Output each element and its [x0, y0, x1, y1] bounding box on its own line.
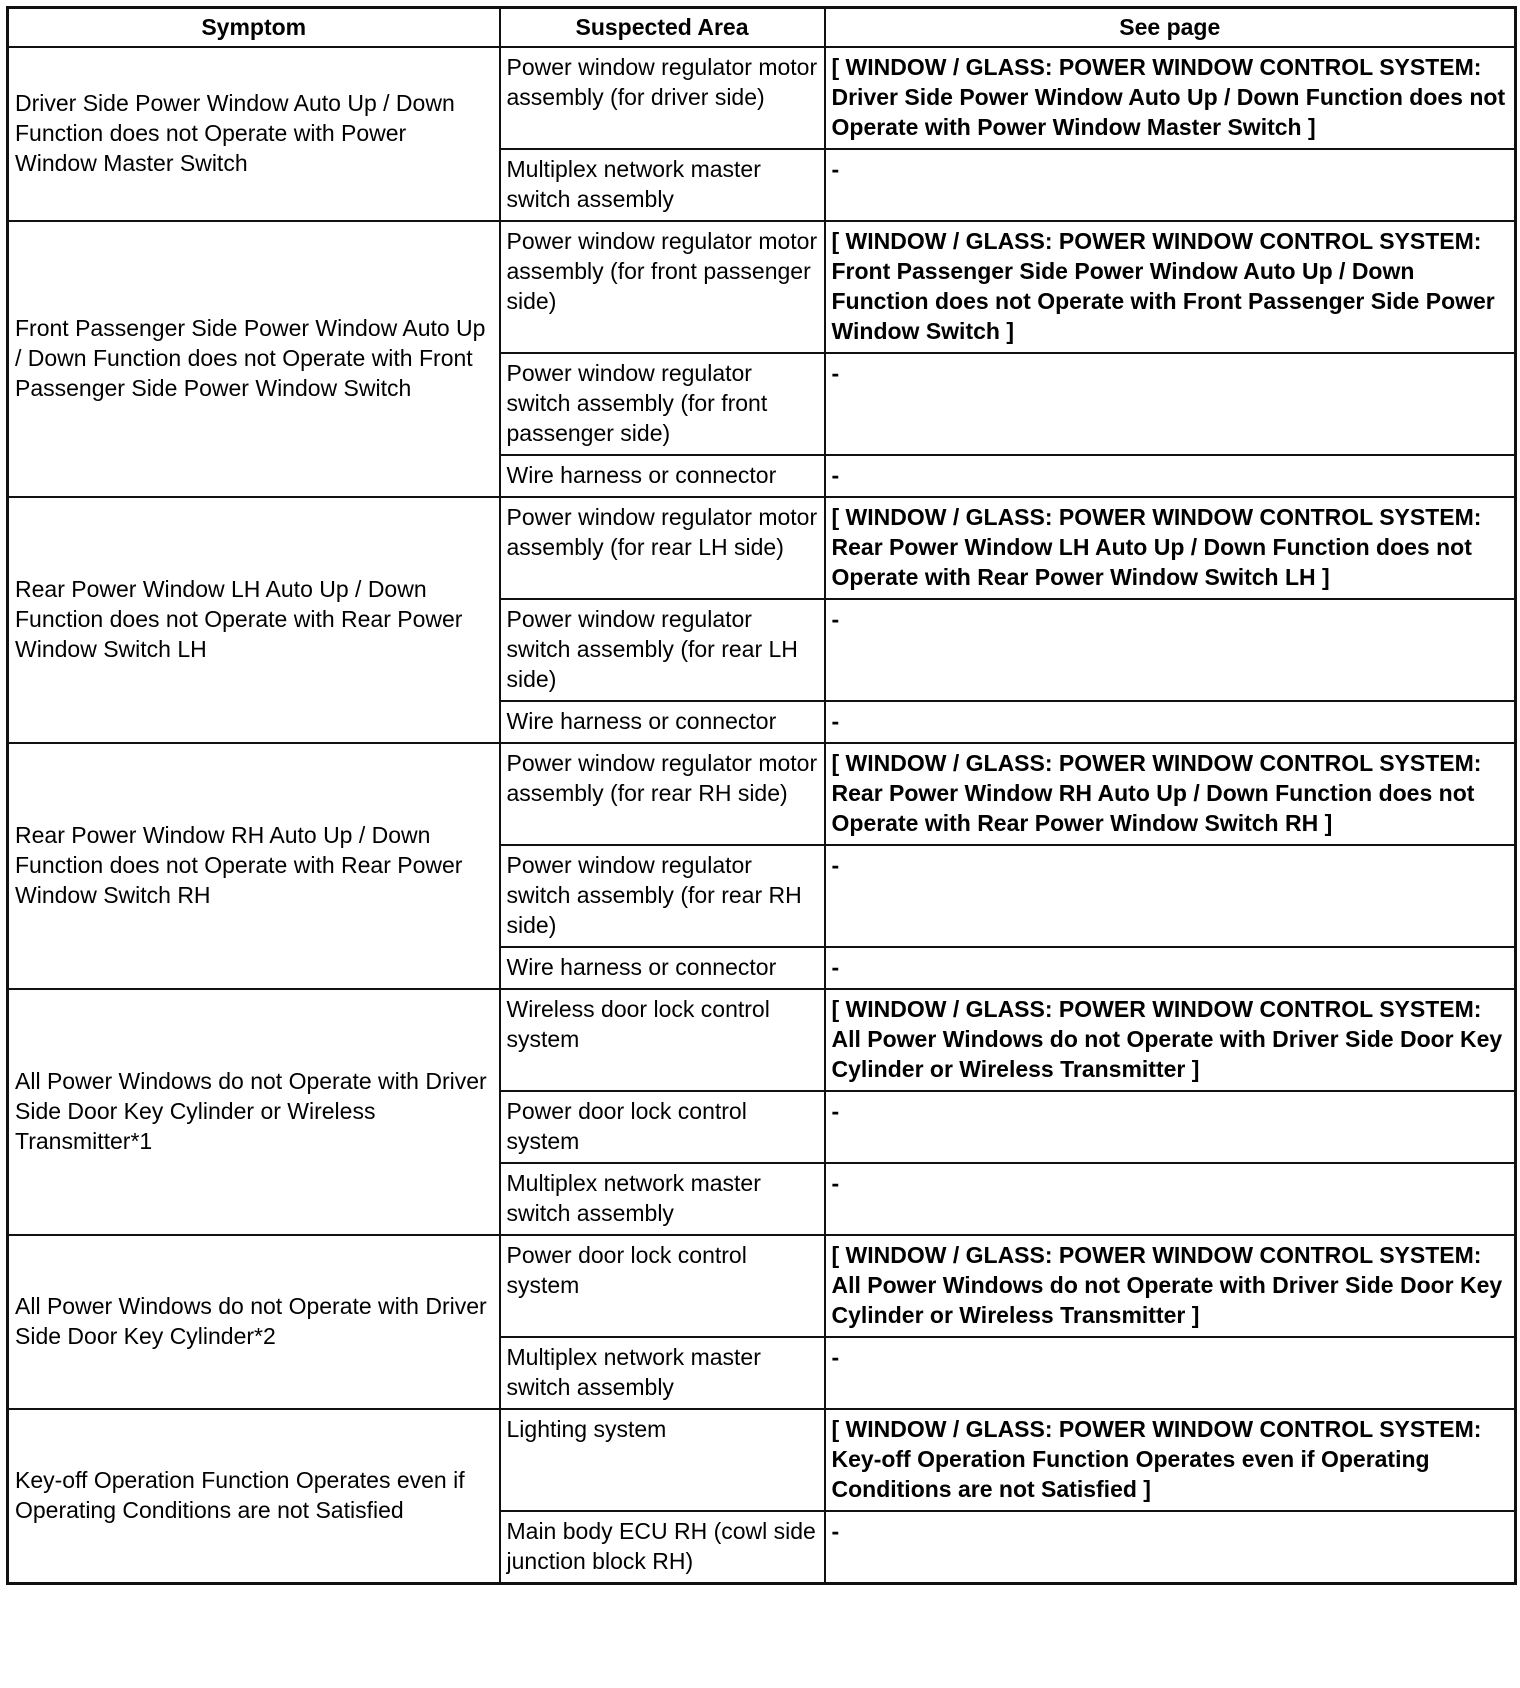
suspected-area-cell: Multiplex network master switch assembly [500, 1337, 825, 1409]
suspected-area-cell: Wire harness or connector [500, 701, 825, 743]
table-header-row [8, 8, 1516, 48]
see-page-cell: - [825, 149, 1516, 221]
see-page-cell: - [825, 701, 1516, 743]
see-page-cell: - [825, 599, 1516, 701]
see-page-cell: [ WINDOW / GLASS: POWER WINDOW CONTROL SYSTEM: Rear Power Window RH Auto Up / Down Function does not Operate with Rear Power Window Switch RH ] [825, 743, 1516, 845]
symptom-cell: All Power Windows do not Operate with Driver Side Door Key Cylinder or Wireless Transmitter*1 [8, 989, 500, 1235]
table-row [8, 497, 1516, 599]
see-page-cell: - [825, 455, 1516, 497]
suspected-area-cell: Power door lock control system [500, 1235, 825, 1337]
symptom-cell: Rear Power Window LH Auto Up / Down Function does not Operate with Rear Power Window Switch LH [8, 497, 500, 743]
suspected-area-cell: Lighting system [500, 1409, 825, 1511]
see-page-cell: - [825, 1511, 1516, 1584]
see-page-cell: [ WINDOW / GLASS: POWER WINDOW CONTROL SYSTEM: All Power Windows do not Operate with Driver Side Door Key Cylinder or Wireless Transmitter ] [825, 1235, 1516, 1337]
table-row [8, 1409, 1516, 1511]
see-page-cell: - [825, 947, 1516, 989]
symptom-cell: All Power Windows do not Operate with Driver Side Door Key Cylinder*2 [8, 1235, 500, 1409]
header-see-page: See page [825, 8, 1516, 48]
see-page-cell: - [825, 1091, 1516, 1163]
symptom-cell: Driver Side Power Window Auto Up / Down Function does not Operate with Power Window Master Switch [8, 47, 500, 221]
symptom-cell: Key-off Operation Function Operates even if Operating Conditions are not Satisfied [8, 1409, 500, 1584]
suspected-area-cell: Wireless door lock control system [500, 989, 825, 1091]
suspected-area-cell: Power door lock control system [500, 1091, 825, 1163]
table-row [8, 221, 1516, 353]
see-page-cell: [ WINDOW / GLASS: POWER WINDOW CONTROL SYSTEM: Key-off Operation Function Operates even if Operating Conditions are not Satisfied ] [825, 1409, 1516, 1511]
see-page-cell: [ WINDOW / GLASS: POWER WINDOW CONTROL SYSTEM: Front Passenger Side Power Window Auto Up / Down Function does not Operate with Front Passenger Side Power Window Switch ] [825, 221, 1516, 353]
table-row [8, 989, 1516, 1091]
suspected-area-cell: Multiplex network master switch assembly [500, 149, 825, 221]
suspected-area-cell: Main body ECU RH (cowl side junction block RH) [500, 1511, 825, 1584]
header-suspected-area: Suspected Area [500, 8, 825, 48]
table-row [8, 47, 1516, 149]
table-row [8, 1235, 1516, 1337]
see-page-cell: [ WINDOW / GLASS: POWER WINDOW CONTROL SYSTEM: All Power Windows do not Operate with Driver Side Door Key Cylinder or Wireless Transmitter ] [825, 989, 1516, 1091]
suspected-area-cell: Power window regulator switch assembly (for rear RH side) [500, 845, 825, 947]
suspected-area-cell: Power window regulator switch assembly (for front passenger side) [500, 353, 825, 455]
see-page-cell: [ WINDOW / GLASS: POWER WINDOW CONTROL SYSTEM: Driver Side Power Window Auto Up / Down Function does not Operate with Power Window Master Switch ] [825, 47, 1516, 149]
see-page-cell: - [825, 353, 1516, 455]
suspected-area-cell: Power window regulator motor assembly (for driver side) [500, 47, 825, 149]
suspected-area-cell: Power window regulator motor assembly (for rear RH side) [500, 743, 825, 845]
symptom-cell: Front Passenger Side Power Window Auto Up / Down Function does not Operate with Front Passenger Side Power Window Switch [8, 221, 500, 497]
symptom-cell: Rear Power Window RH Auto Up / Down Function does not Operate with Rear Power Window Switch RH [8, 743, 500, 989]
table-body [8, 47, 1516, 1584]
table-row [8, 743, 1516, 845]
suspected-area-cell: Power window regulator motor assembly (for rear LH side) [500, 497, 825, 599]
suspected-area-cell: Power window regulator switch assembly (for rear LH side) [500, 599, 825, 701]
suspected-area-cell: Power window regulator motor assembly (for front passenger side) [500, 221, 825, 353]
see-page-cell: - [825, 1337, 1516, 1409]
see-page-cell: - [825, 845, 1516, 947]
suspected-area-cell: Wire harness or connector [500, 455, 825, 497]
see-page-cell: [ WINDOW / GLASS: POWER WINDOW CONTROL SYSTEM: Rear Power Window LH Auto Up / Down Function does not Operate with Rear Power Window Switch LH ] [825, 497, 1516, 599]
see-page-cell: - [825, 1163, 1516, 1235]
problem-symptoms-table [6, 6, 1517, 1585]
header-symptom: Symptom [8, 8, 500, 48]
suspected-area-cell: Wire harness or connector [500, 947, 825, 989]
diagnosis-table-container [6, 6, 1514, 1585]
suspected-area-cell: Multiplex network master switch assembly [500, 1163, 825, 1235]
